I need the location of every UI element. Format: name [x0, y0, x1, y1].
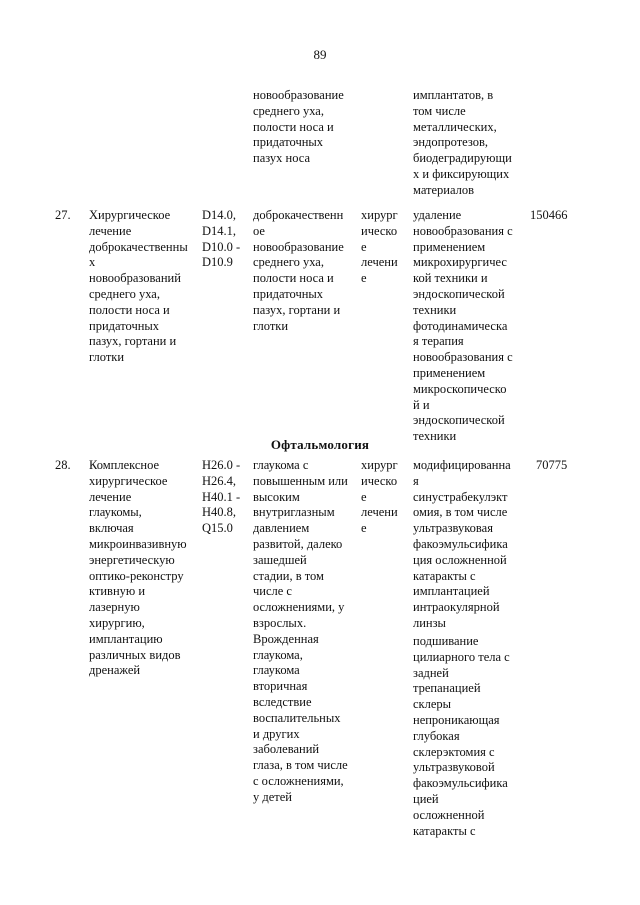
row-codes: H26.0 - H26.4, H40.1 - H40.8, Q15.0 — [202, 458, 241, 536]
row-number: 27. — [55, 208, 71, 222]
row-cost: 150466 — [530, 208, 568, 222]
page-number: 89 — [313, 47, 327, 62]
row-treatment-type: хирург ическо е лечени е — [361, 208, 398, 286]
row-disease: доброкачественн ое новообразование среднего уха, полости носа и придаточных пазух, гортани и глотки — [253, 208, 344, 333]
row-treatment-type: хирург ическо е лечени е — [361, 458, 398, 536]
row-disease: глаукома с повышенным или высоким внутриглазным давлением развитой, далеко зашедшей стадии, в том числе с осложнениями, у взрослых. Врожденная глаукома, глаукома вторичная вследствие воспалительных и других заболеваний глаза, в том числе с осложнениями, у детей — [253, 458, 348, 804]
row-name: Хирургическое лечение доброкачественны х новообразований среднего уха, полости носа и придаточных пазух, гортани и глотки — [89, 208, 188, 365]
continuation-method: имплантатов, в том числе металлических, эндопротезов, биодеградирующи х и фиксирующих материалов — [413, 88, 512, 197]
row-number: 28. — [55, 458, 71, 472]
row-cost: 70775 — [536, 458, 568, 472]
row-name: Комплексное хирургическое лечение глаукомы, включая микроинвазивную энергетическую оптико-реконстру ктивную и лазерную хирургию, имплантацию различных видов дренажей — [89, 458, 187, 678]
row-method: удаление новообразования с применением микрохирургичес кой техники и эндоскопической техники фотодинамическа я терапия новообразования с применением микроскопическо й и эндоскопической техники — [413, 208, 513, 444]
continuation-disease: новообразование среднего уха, полости носа и придаточных пазух носа — [253, 88, 344, 166]
row-method-1: модифицированна я синустрабекулэкт омия, в том числе ультразвуковая факоэмульсифика ция осложненной катаракты с имплантацией интраокулярной линзы — [413, 458, 511, 630]
row-method-2: подшивание цилиарного тела с задней трепанацией склеры непроникающая глубокая склерэктомия с ультразвуковой факоэмульсифика цией осложненной катаракты с — [413, 634, 510, 838]
section-heading: Офтальмология — [270, 437, 370, 452]
row-codes: D14.0, D14.1, D10.0 - D10.9 — [202, 208, 241, 270]
